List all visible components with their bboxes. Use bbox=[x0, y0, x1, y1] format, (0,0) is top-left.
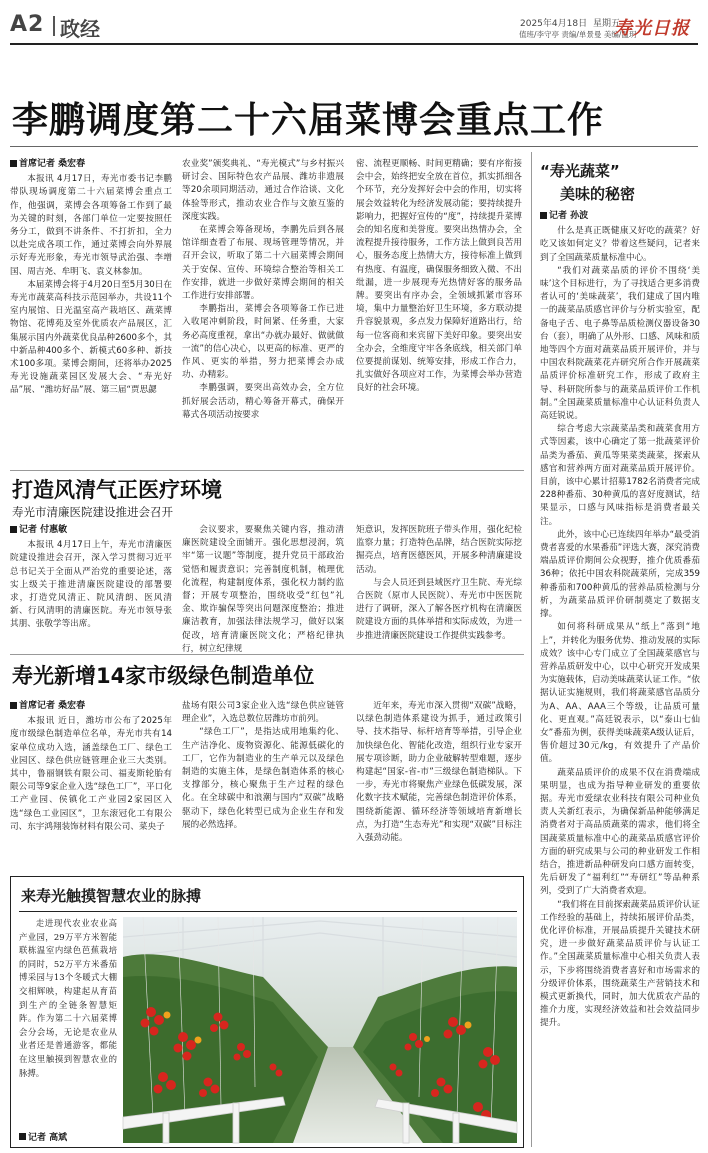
page-number: A2 bbox=[10, 12, 45, 37]
medical-column-1 bbox=[10, 524, 172, 648]
lead-column-1 bbox=[10, 158, 172, 468]
lead-column-3 bbox=[356, 158, 522, 468]
lead-headline: 李鹏调度第二十六届菜博会重点工作 bbox=[12, 100, 605, 141]
section-divider-green bbox=[10, 654, 524, 655]
sidebar-paragraph: 综合考虑大宗蔬菜品类和蔬菜食用方式等因素，该中心确定了第一批蔬菜评价品类为番茄、黄瓜等果菜类蔬菜，探索从感官和营养两方面对蔬菜品质开展评价。目前，该中心累计招募1782名消费者完成228种番茄、30种黄瓜的喜好度测试，结果显示，口感与风味指标是消费者最关注。 bbox=[540, 424, 700, 527]
medical-paragraph: 本报讯 4月17日上午，寿光市清廉医院建设推进会召开，深入学习贯彻习近平总书记关于全面从严治党的重要论述，落实上级关于推进清廉医院建设的部署要求，打造党风清正、院风清朗、医风清新、行风清明的清廉医院。寿光市领导张其朋、张敬学等出席。 bbox=[10, 540, 172, 630]
sidebar-paragraph: 什么是真正既健康又好吃的蔬菜？好吃又该如何定义？带着这些疑问，记者来到了全国蔬菜质量标准中心。 bbox=[540, 226, 700, 263]
lead-paragraph: 本报讯 4月17日，寿光市委书记李鹏带队现场调度第二十六届菜博会重点工作，他强调，菜博会各项筹备工作到了最为关键的时刻，各部门单位一定要按照任务分工，做到不讲条件、不打折扣，全力以赴完成各项工作，通过菜博会向外界展示好寿光形象，寿光市领导武治强、李增国、周吉尧、牟明飞、袁义林参加。 bbox=[10, 174, 172, 277]
lead-paragraph: 本届菜博会将于4月20日至5月30日在寿光市蔬菜高科技示范园举办，共设11个室内展馆、日光温室高产栽培区、蔬菜博物馆、花博苑及室外优质农产品展区，汇集展示国内外蔬菜优良品种2600多个，其中新品种400多个、新模式60多种、新技术100多项。菜博会期间，还将举办2025寿光设施蔬菜园区发展大会、“寿光好品”展、“潍坊好品”展、第三届“贾思勰 bbox=[10, 279, 172, 396]
lead-paragraph: 在菜博会筹备现场，李鹏先后到各展馆详细查看了布展、现场管理等情况，并召开会议，听取了第二十六届菜博会期间关于安保、宣传、环境综合整治等相关工作安排，就进一步做好菜博会期间的相关工作进行安排部署。 bbox=[182, 225, 344, 302]
lead-rule bbox=[10, 146, 698, 147]
lead-paragraph: 李鹏指出，菜博会各项筹备工作已进入收尾冲刺阶段，时间紧、任务重，大家务必高度重视，拿出“办就办最好、做就做一流”的信心决心，以更高的标准、更严的作风、更实的举措，努力把菜博会办成功、办精彩。 bbox=[182, 304, 344, 381]
staff-credits: 值班/李守亭 责编/单景曼 美编/温玥 bbox=[519, 30, 637, 39]
section-name: 政经 bbox=[60, 17, 100, 41]
medical-byline: 记者 付惠敏 bbox=[10, 524, 172, 537]
sidebar-paragraph: 蔬菜品质评价的成果不仅在消费端成果明显，也成为指导种业研发的重要依据。寿光市爱绿农业科技有限公司种业负责人关新红表示，为确保新品种能够满足消费者对于高品质蔬菜的需求，他们将全国蔬菜质量标准中心的蔬菜品质感官评价方面的研究成果与公司的种业研发工作相结合，推进新品种研发向口感方面转变，先后研发了“福利红”“寿研红”等品种系列，受到了广大消费者欢迎。 bbox=[540, 767, 700, 897]
lead-byline: 首席记者 桑宏春 bbox=[10, 158, 172, 171]
medical-column-2 bbox=[182, 524, 344, 654]
green-column-3 bbox=[356, 700, 522, 868]
lead-paragraph: 密、流程更顺畅、时间更精确；要有序衔接会中会，始终把安全放在首位，抓实抓细各个环节，充分发挥好会中会的作用，切实将展会效益转化为经济发展动能；要持续提升影响力，把握好宣传的“度”，持续提升菜博会的知名度和美誉度。要突出热情办会，全流程提升接待服务，工作方法上做到良苦用心，服务态度上热情大方，接待标准上做到有热度、有温度，确保服务细致入微、不出纰漏，进一步展现寿光热情好客的服务品牌。要突出有序办会，全领域抓紧市容环境，集中力量整治好卫生环境，多方联动提升容貌景观，多点发力保障好道路出行，给每一位客商和来宾留下美好印象。要突出安全办会，全维度守牢各条底线，相关部门单位要提前谋划、统筹安排，形成工作合力，扎实做好各项应对工作，为菜博会举办营造良好的社会环境。 bbox=[356, 159, 522, 394]
photo-feature bbox=[10, 876, 524, 1148]
green-byline: 首席记者 桑宏春 bbox=[10, 700, 172, 713]
medical-column-3 bbox=[356, 524, 522, 648]
photo-caption-box bbox=[19, 917, 117, 1143]
photo-credit: 记者 高斌 bbox=[28, 1133, 68, 1143]
sidebar-column bbox=[540, 210, 700, 1150]
medical-paragraph: 会议要求，要聚焦关键内容，推动清廉医院建设全面铺开。强化思想浸润，筑牢“第一议题”等制度，提升党员干部政治觉悟和履责意识；完善制度机制，梳理优化流程，构建制度体系，强化权力制约监督；开展专项整治，围绕收受“红包”礼金、欺诈骗保等突出问题深度整治；推进廉洁教育，加强法律法规学习，做好以案促改，培育清廉医院文化；严格纪律执行，树立纪律规 bbox=[182, 525, 344, 654]
sidebar-paragraph: “我们对蔬菜品质的评价不围绕‘美味’这个目标进行，为了寻找适合更多消费者认可的‘美味蔬菜’，我们建成了国内唯一的蔬菜品质感官评价与分析实验室，配备电子舌、电子鼻等品质检测仪器设备30台（套），明确了从外形、口感、风味和质地等四个方面对蔬菜品质开展评价，并与中国农科院蔬菜花卉研究所合作开展蔬菜品质评价标准研究工作，形成了政府主导、科研院所参与的蔬菜品质评价工作机制。”全国蔬菜质量标准中心认证科负责人高廷锐说。 bbox=[540, 265, 700, 422]
green-paragraph: 本报讯 近日，潍坊市公布了2025年度市级绿色制造单位名单，寿光市共有14家单位成功入选，涵盖绿色工厂、绿色工业园区、绿色供应链管理企业三大类别。其中，鲁丽钢铁有限公司、福麦斯轮胎有限公司等9家企业入选“绿色工厂”，平口化工产业园、侯镇化工产业园2家园区入选“绿色工业园区”，卫东滚冠化工有限公司、东宇鸿翔装饰材料有限公司、菜央子 bbox=[10, 716, 172, 832]
sidebar-paragraph: “我们将在目前探索蔬菜品质评价认证工作经验的基础上，持续拓展评价品类，优化评价标准，开展品质提升关键技术研究，进一步做好蔬菜品质评价与认证工作。”全国蔬菜质量标准中心相关负责人表示，下步将围绕消费者喜好和市场需求的分级评价体系，围绕蔬菜生产营销技术和模式更新换代，同时，加大优质农产品的推介力度，实现经济效益和社会效益同步提升。 bbox=[540, 899, 700, 1029]
newspaper-logo: 寿光日报 bbox=[614, 18, 690, 39]
medical-subhead: 寿光市清廉医院建设推进会召开 bbox=[12, 505, 173, 519]
section-divider-medical bbox=[10, 470, 524, 471]
photo-caption: 走进现代农业农业高产业园，29万平方米智能联栋温室内绿色芭蕉栽培的同时，52万平方米番茄博采园与13个冬暖式大棚交相辉映，构建起从育苗到生产的全链条智慧矩阵。作为第二十六届菜博会分会场，无论是农业从业者还是普通游客，都能在这里触摸到智慧农业的脉搏。 bbox=[19, 918, 117, 1078]
medical-paragraph: 与会人员还到县域医疗卫生院、寿光综合医院（原市人民医院）、寿光市中医医院进行了调研，深入了解各医疗机构在清廉医院建设方面的具体举措和实际成效，为进一步推进清廉医院建设工作提供实践参考。 bbox=[356, 577, 522, 641]
sidebar-title bbox=[540, 160, 700, 204]
masthead bbox=[0, 0, 708, 46]
sidebar-title-line1: “寿光蔬菜” bbox=[540, 162, 620, 180]
sidebar-paragraph: 如何将科研成果从“纸上”落到“地上”，并转化为服务优势、推动发展的实际成效？该中心专门成立了全国蔬菜感官与营养品质研发中心，以中心研究开发成果为实施载体，启动美味蔬菜认证工作。“依据认证实施规则，我们将蔬菜感官品质分为A、AA、AAA三个等级，让品质可量化、更直观。”高廷锐表示，以“泰山七仙女”番茄为例，获得美味蔬菜A级认证后，售价超过30元/kg，有效提升了产品价值。 bbox=[540, 622, 700, 765]
masthead-rule bbox=[10, 43, 698, 45]
greenhouse-tomato-photo bbox=[123, 917, 517, 1143]
green-paragraph: “绿色工厂”，是指达成用地集约化、生产洁净化、废物资源化、能源低碳化的工厂，它作为制造业的生产单元以及绿色制造的实施主体，是绿色制造体系的核心支撑部分，核心聚焦于生产过程的绿色化。在全球碳中和浪潮与国内“双碳”战略驱动下，绿色化转型已成为企业生存和发展的必然选择。 bbox=[182, 727, 344, 830]
issue-weekday: 星期五 bbox=[592, 19, 620, 29]
issue-date: 2025年4月18日 bbox=[520, 19, 588, 29]
sidebar-divider bbox=[531, 152, 532, 1147]
green-paragraph: 盐场有限公司3家企业入选“绿色供应链管理企业”，入选总数位居潍坊市前列。 bbox=[182, 701, 344, 725]
photo-title: 来寿光触摸智慧农业的脉搏 bbox=[21, 887, 202, 905]
medical-headline: 打造风清气正医疗环境 bbox=[12, 478, 222, 502]
sidebar-paragraph: 此外，该中心已连续四年举办“最受消费者喜爱的水果番茄”评选大赛，深究消费端品质评价期间公众视野，推介优质番茄36种；依托中国农科院蔬菜所，完成359种番茄和700种黄瓜的营养品质检测与分析，为蔬菜品质评价研制奠定了数据支撑。 bbox=[540, 529, 700, 620]
green-column-1 bbox=[10, 700, 172, 868]
sidebar-title-line2: 美味的秘密 bbox=[560, 185, 636, 203]
section-divider bbox=[53, 16, 55, 36]
green-column-2 bbox=[182, 700, 344, 868]
lead-paragraph: 李鹏强调，要突出高效办会，全方位抓好展会活动，精心筹备开幕式，确保开幕式各项活动按要求 bbox=[182, 383, 344, 420]
green-headline: 寿光新增14家市级绿色制造单位 bbox=[12, 664, 315, 688]
medical-paragraph: 矩意识，发挥医院班子带头作用，强化纪检监察力量；打造特色品牌，结合医院实际挖掘亮点，培育医德医风，开展多种清廉建设活动。 bbox=[356, 525, 522, 575]
green-paragraph: 近年来，寿光市深入贯彻“双碳”战略，以绿色制造体系建设为抓手，通过政策引导、技术指导、标杆培育等举措，引导企业加快绿色化、智能化改造，组织行业专家开展专项诊断，助力企业破解转型难题，逐步构建起“国家-省-市”三级绿色制造梯队。下一步，寿光市将聚焦产业绿色低碳发展，深化数字技术赋能，完善绿色制造评价体系，围绕新能源、循环经济等领域培育新增长点，为打造“生态寿光”和实现“双碳”目标注入强劲动能。 bbox=[356, 701, 522, 844]
lead-column-2 bbox=[182, 158, 344, 468]
lead-paragraph: 农业奖”颁奖典礼、“寿光模式”与乡村振兴研讨会、国际特色农产品展、潍坊非遗展等20余项同期活动，通过合作洽谈、文化体验等形式，推动农业合作与文旅互鉴的深度实践。 bbox=[182, 159, 344, 222]
sidebar-byline: 记者 孙波 bbox=[540, 210, 700, 223]
